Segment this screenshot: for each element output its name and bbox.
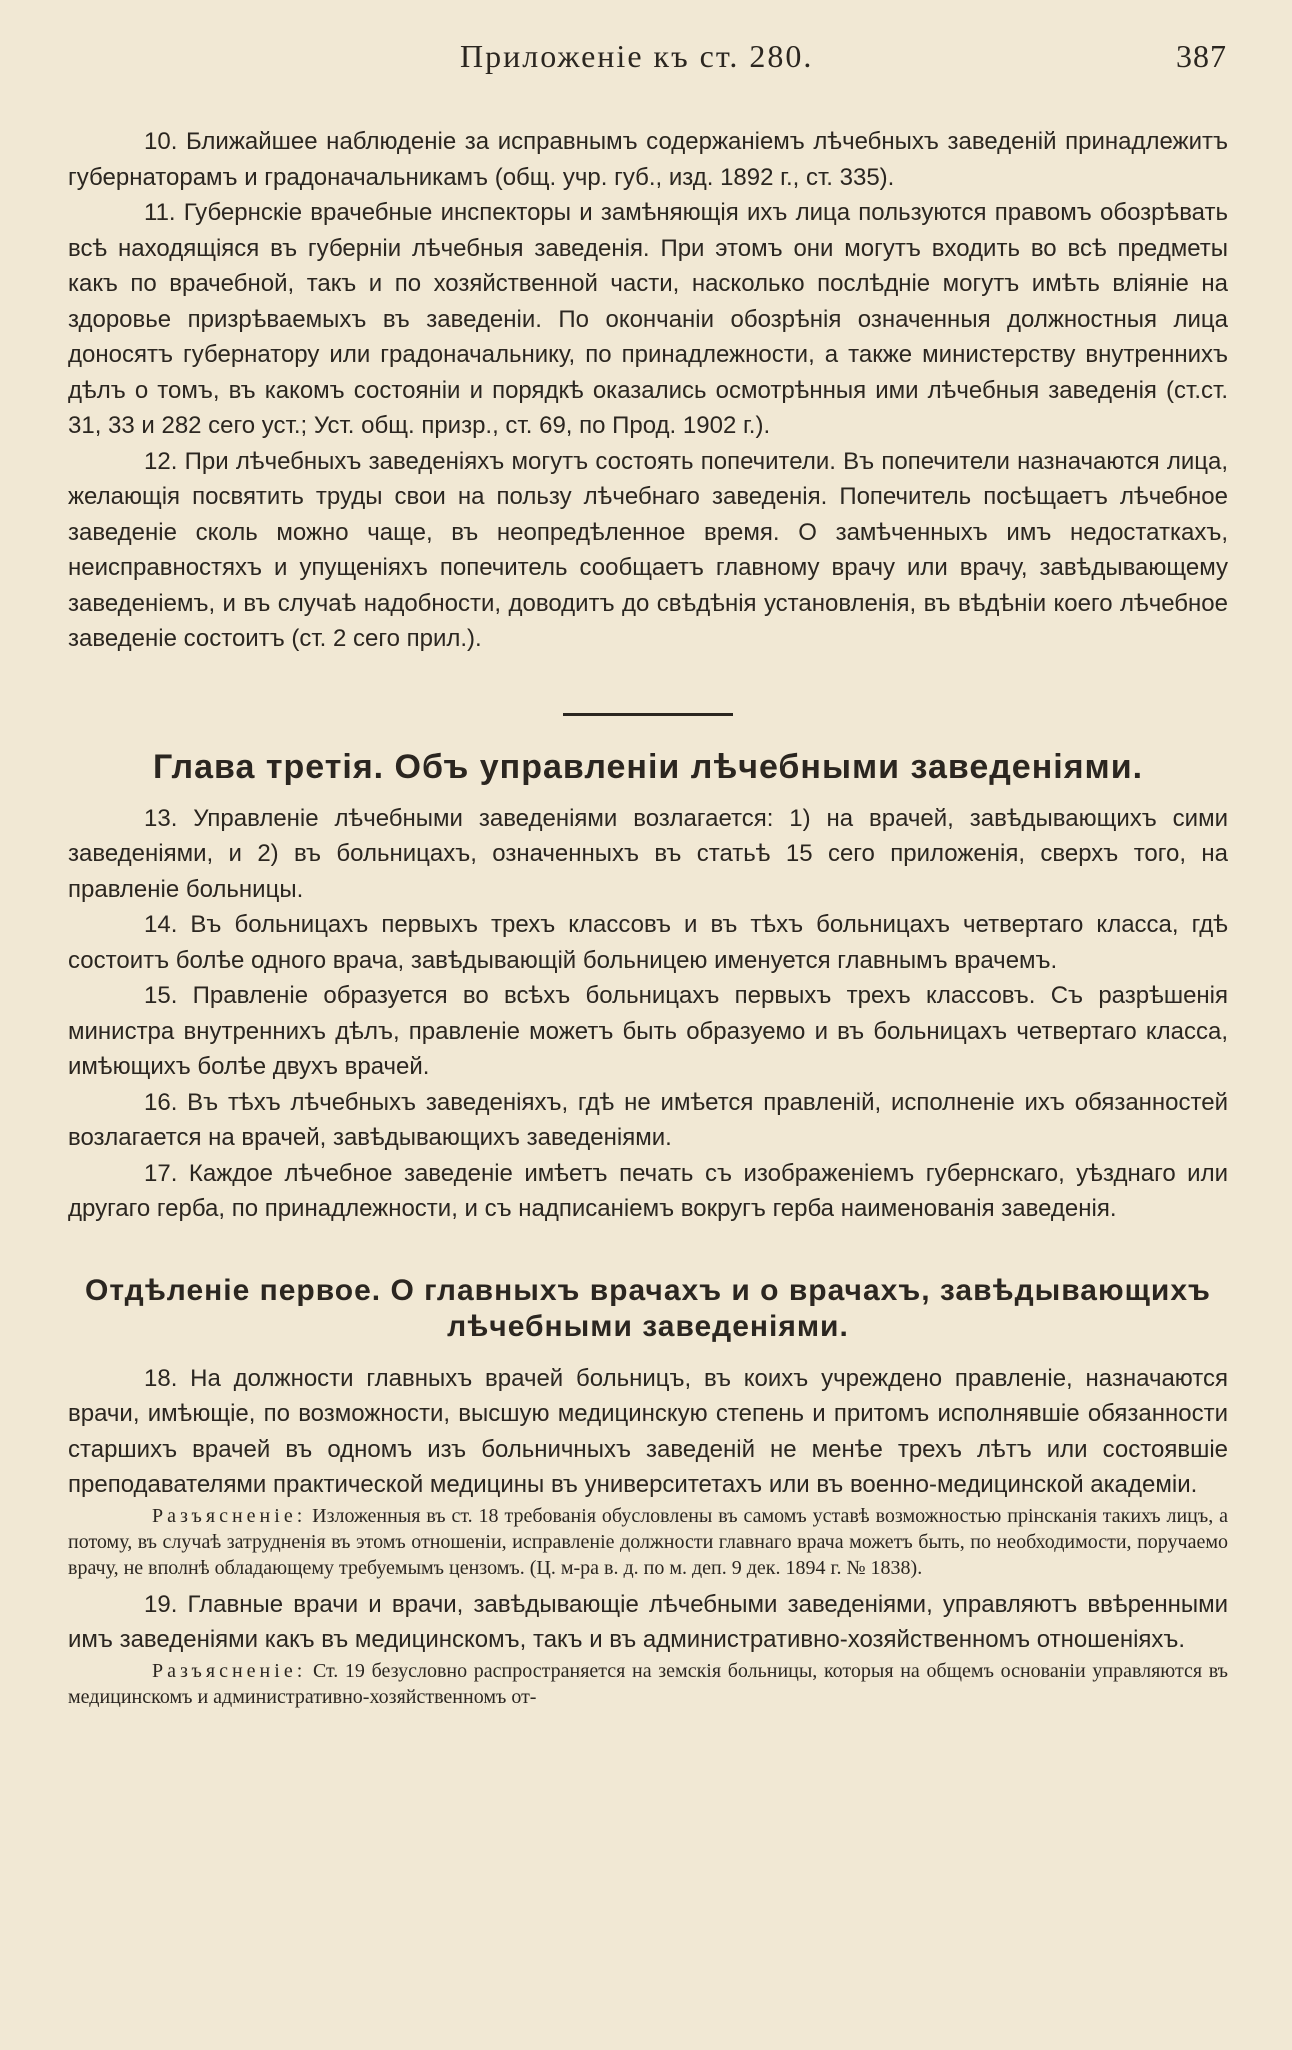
note-label: Разъясненіе:	[152, 1659, 307, 1682]
article-10: 10. Ближайшее наблюденіе за исправнымъ содержаніемъ лѣчебныхъ заведеній принадлежитъ губернаторамъ и градоначальникамъ (общ. учр. губ., изд. 1892 г., ст. 335).	[68, 128, 1228, 191]
note-text: Изложенныя въ ст. 18 требованія обусловлены въ самомъ уставѣ возможностью прінсканія такихъ лицъ, а потому, въ случаѣ затрудненія въ этомъ отношеніи, исправленіе должности главнаго врача можетъ быть, по необходимости, поручаемо врачу, не вполнѣ обладающему требуемымъ цензомъ. (Ц. м-ра в. д. по м. деп. 9 дек. 1894 г. № 1838).	[68, 1504, 1229, 1579]
department-title: Отдѣленіе первое. О главныхъ врачахъ и о врачахъ, завѣдывающихъ лѣчебными заведеніями.	[85, 1273, 1211, 1343]
note-label: Разъясненіе:	[152, 1504, 307, 1527]
article-19: 19. Главные врачи и врачи, завѣдывающіе лѣчебными заведеніями, управляютъ ввѣренными имъ заведеніями какъ въ медицинскомъ, такъ и въ административно-хозяйственномъ отношеніяхъ.	[68, 1590, 1228, 1653]
clarification-note-2	[68, 1658, 1228, 1710]
article-15: 15. Правленіе образуется во всѣхъ больницахъ первыхъ трехъ классовъ. Съ разрѣшенія министра внутреннихъ дѣлъ, правленіе можетъ быть образуемо и въ больницахъ четвертаго класса, имѣющихъ болѣе двухъ врачей.	[68, 982, 1228, 1080]
clarification-note-1	[68, 1503, 1228, 1581]
article-16: 16. Въ тѣхъ лѣчебныхъ заведеніяхъ, гдѣ не имѣется правленій, исполненіе ихъ обязанностей возлагается на врачей, завѣдывающихъ заведеніями.	[68, 1088, 1228, 1151]
note-text: Ст. 19 безусловно распространяется на земскія больницы, которыя на общемъ основаніи управляются въ медицинскомъ и административно-хозяйственномъ от-	[68, 1659, 1229, 1708]
article-12: 12. При лѣчебныхъ заведеніяхъ могутъ состоять попечители. Въ попечители назначаются лица, желающія посвятить труды свои на пользу лѣчебнаго заведенія. Попечитель посѣщаетъ лѣчебное заведеніе сколь можно чаще, въ неопредѣленное время. О замѣченныхъ имъ недостаткахъ, неисправностяхъ и упущеніяхъ попечитель сообщаетъ главному врачу или врачу, завѣдывающему заведеніемъ, и въ случаѣ надобности, доводитъ до свѣдѣнія установленія, въ вѣдѣніи коего лѣчебное заведеніе состоитъ (ст. 2 сего прил.).	[68, 447, 1228, 652]
article-13: 13. Управленіе лѣчебными заведеніями возлагается: 1) на врачей, завѣдывающихъ сими заведеніями, и 2) въ больницахъ, означенныхъ въ статьѣ 15 сего приложенія, сверхъ того, на правленіе больницы.	[68, 804, 1228, 903]
article-18: 18. На должности главныхъ врачей больницъ, въ коихъ учреждено правленіе, назначаются врачи, имѣющіе, по возможности, высшую медицинскую степень и притомъ исполнявшіе обязанности старшихъ врачей въ одномъ изъ больничныхъ заведеній не менѣе трехъ лѣтъ или состоявшіе преподавателями практической медицины въ университетахъ или въ военно-медицинской академіи.	[68, 1364, 1228, 1498]
article-11: 11. Губернскіе врачебные инспекторы и замѣняющія ихъ лица пользуются правомъ обозрѣвать всѣ находящіяся въ губерніи лѣчебныя заведенія. При этомъ они могутъ входить во всѣ предметы какъ по врачебной, такъ и по хозяйственной части, насколько послѣдніе могутъ имѣть вліяніе на здоровье призрѣваемыхъ въ заведеніи. По окончаніи обозрѣнія означенныя должностныя лица доносятъ губернатору или градоначальнику, по принадлежности, а также министерству внутреннихъ дѣлъ о томъ, въ какомъ состояніи и порядкѣ оказались осмотрѣнныя ими лѣчебныя заведенія (ст.ст. 31, 33 и 282 сего уст.; Уст. общ. призр., ст. 69, по Прод. 1902 г.).	[68, 199, 1228, 439]
section-divider	[563, 713, 733, 716]
article-14: 14. Въ больницахъ первыхъ трехъ классовъ и въ тѣхъ больницахъ четвертаго класса, гдѣ состоитъ болѣе одного врача, завѣдывающій больницею именуется главнымъ врачемъ.	[68, 911, 1228, 974]
page-header	[0, 38, 1292, 78]
page-body	[68, 124, 1228, 1710]
article-17: 17. Каждое лѣчебное заведеніе имѣетъ печать съ изображеніемъ губернскаго, уѣзднаго или другаго герба, по принадлежности, и съ надписаніемъ вокругъ герба наименованія заведенія.	[68, 1159, 1228, 1222]
chapter-title: Глава третія. Объ управленіи лѣчебными заведеніями.	[152, 747, 1144, 786]
page-number: 387	[1176, 38, 1227, 74]
running-title: Приложеніе къ ст. 280.	[460, 38, 814, 74]
